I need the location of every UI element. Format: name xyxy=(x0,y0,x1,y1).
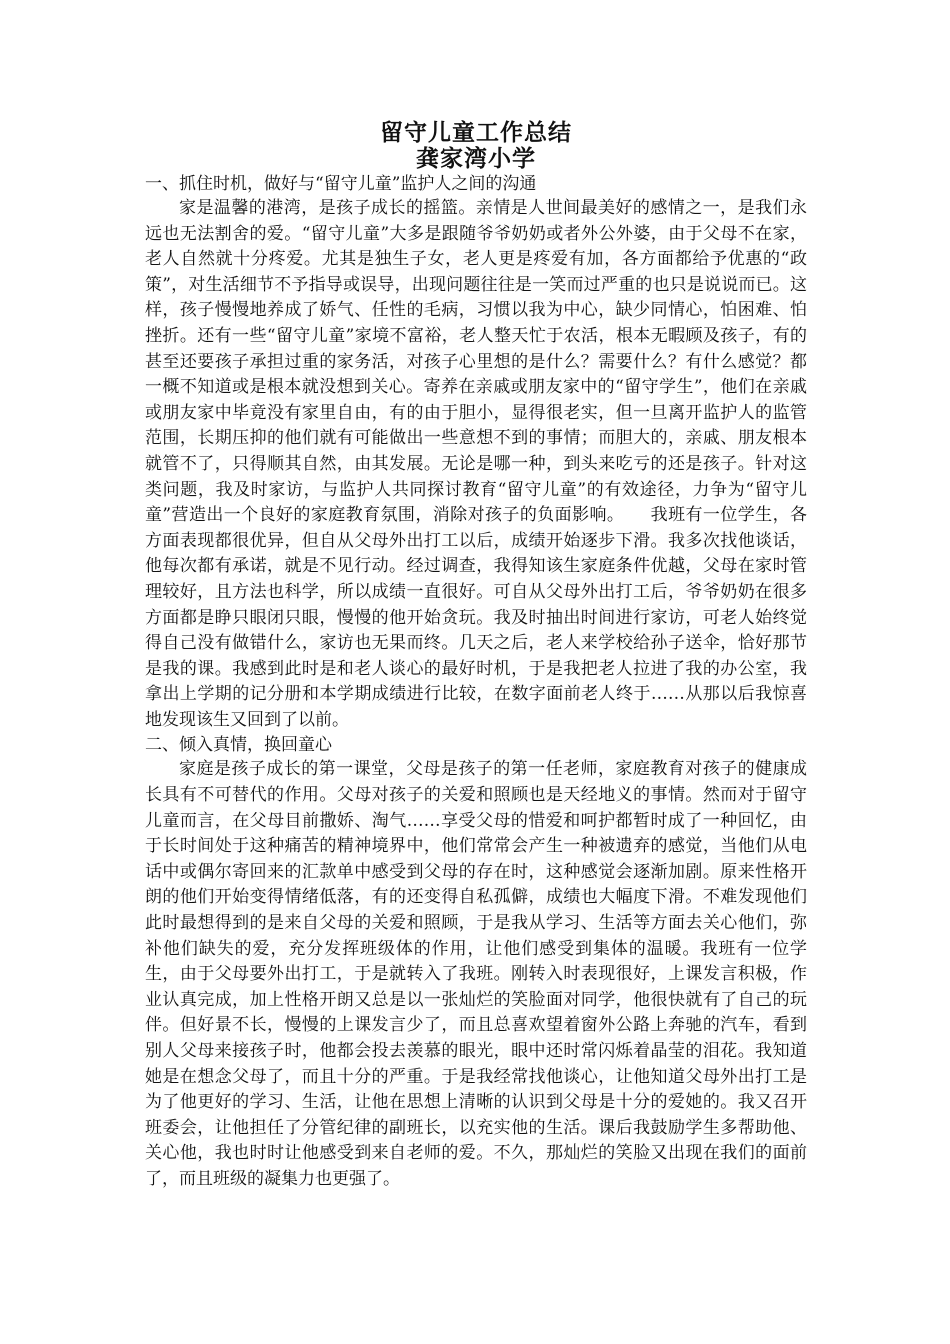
section-1 xyxy=(145,172,807,733)
document-title: 留守儿童工作总结 xyxy=(380,120,572,146)
section-heading: 二、倾入真情，换回童心 xyxy=(145,735,332,756)
section-paragraph: 家庭是孩子成长的第一课堂，父母是孩子的第一任老师，家庭教育对孩子的健康成长具有不可替代的作用。父母对孩子的关爱和照顾也是天经地义的事情。然而对于留守儿童而言，在父母目前撒娇、淘气……享受父母的惜爱和呵护都暂时成了一种回忆，由于长时间处于这种痛苦的精神境界中，他们常常会产生一种被遗弃的感觉，当他们从电话中或偶尔寄回来的汇款单中感受到父母的存在时，这种感觉会逐渐加剧。原来性格开朗的他们开始变得情绪低落，有的还变得自私孤僻，成绩也大幅度下滑。不难发现他们此时最想得到的是来自父母的关爱和照顾，于是我从学习、生活等方面去关心他们，弥补他们缺失的爱，充分发挥班级体的作用，让他们感受到集体的温暖。我班有一位学生，由于父母要外出打工，于是就转入了我班。刚转入时表现很好，上课发言积极，作业认真完成，加上性格开朗又总是以一张灿烂的笑脸面对同学，他很快就有了自己的玩伴。但好景不长，慢慢的上课发言少了，而且总喜欢望着窗外公路上奔驰的汽车，看到别人父母来接孩子时，他都会投去羡慕的眼光，眼中还时常闪烁着晶莹的泪花。我知道她是在想念父母了，而且十分的严重。于是我经常找他谈心，让他知道父母外出打工是为了他更好的学习、生活，让他在思想上清晰的认识到父母是十分的爱她的。我又召开班委会，让他担任了分管纪律的副班长，以充实他的生活。课后我鼓励学生多帮助他、关心他，我也时时让他感受到来自老师的爱。不久，那灿烂的笑脸又出现在我们的面前了，而且班级的凝集力也更强了。 xyxy=(145,759,807,1189)
section-heading: 一、抓住时机，做好与“留守儿童”监护人之间的沟通 xyxy=(145,174,537,194)
section-paragraph: 家是温馨的港湾，是孩子成长的摇篮。亲情是人世间最美好的感情之一，是我们永远也无法割舍的爱。“留守儿童”大多是跟随爷爷奶奶或者外公外婆，由于父母不在家，老人自然就十分疼爱。尤其是独生子女，老人更是疼爱有加，各方面都给予优惠的“政策”，对生活细节不予指导或误导，出现问题往往是一笑而过严重的也只是说说而已。这样，孩子慢慢地养成了娇气、任性的毛病，习惯以我为中心，缺少同情心，怕困难、怕挫折。还有一些“留守儿童”家境不富裕，老人整天忙于农活，根本无暇顾及孩子，有的甚至还要孩子承担过重的家务活，对孩子心里想的是什么？需要什么？有什么感觉？都一概不知道或是根本就没想到关心。寄养在亲戚或朋友家中的“留守学生”，他们在亲戚或朋友家中毕竟没有家里自由，有的由于胆小，显得很老实，但一旦离开监护人的监管范围，长期压抑的他们就有可能做出一些意想不到的事情；而胆大的，亲戚、朋友根本就管不了，只得顺其自然，由其发展。无论是哪一种，到头来吃亏的还是孩子。针对这类问题，我及时家访，与监护人共同探讨教育“留守儿童”的有效途径，力争为“留守儿童”营造出一个良好的家庭教育氛围，消除对孩子的负面影响。 我班有一位学生，各方面表现都很优异，但自从父母外出打工以后，成绩开始逐步下滑。我多次找他谈话，他每次都有承诺，就是不见行动。经过调查，我得知该生家庭条件优越，父母在家时管理较好，且方法也科学，所以成绩一直很好。可自从父母外出打工后，爷爷奶奶在很多方面都是睁只眼闭只眼，慢慢的他开始贪玩。我及时抽出时间进行家访，可老人始终觉得自己没有做错什么，家访也无果而终。几天之后，老人来学校给孙子送伞，恰好那节是我的课。我感到此时是和老人谈心的最好时机，于是我把老人拉进了我的办公室，我拿出上学期的记分册和本学期成绩进行比较，在数字面前老人终于……从那以后我惊喜地发现该生又回到了以前。 xyxy=(145,198,807,730)
document-body xyxy=(145,172,807,1193)
document-page xyxy=(145,120,807,1193)
document-subtitle: 龚家湾小学 xyxy=(416,146,536,172)
section-2 xyxy=(145,733,807,1192)
